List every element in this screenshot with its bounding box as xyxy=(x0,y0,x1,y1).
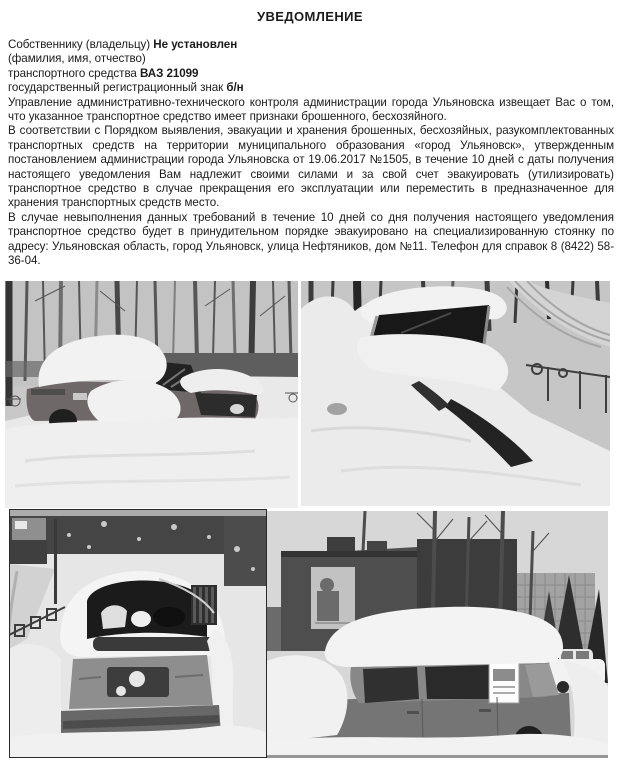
photo-4-illustration xyxy=(267,511,608,758)
plate-label: государственный регистрационный знак xyxy=(8,81,224,95)
recipient-block xyxy=(8,38,614,96)
vehicle-value: ВАЗ 21099 xyxy=(140,66,199,80)
photo-snowed-car-front-view xyxy=(301,281,610,506)
photo-3-illustration xyxy=(9,509,267,758)
notice-paragraph-2: В соответствии с Порядком выявления, эвакуации и хранения брошенных, бесхозяйных, разукомплектованных транспортных средств на территории муниципального образования «город Ульяновск», утвержденным постановлением администрации города Ульяновска от 19.06.2017 №1505, в течение 10 дней с даты получения настоящего уведомления Вам надлежит своими силами и за свой счет эвакуировать (утилизировать) транспортное средство в случае прекращения его эксплуатации или переместить в предназначенное для хранения транспортных средств место. xyxy=(8,124,614,210)
vehicle-label: транспортного средства xyxy=(8,66,137,80)
plate-value: б/н xyxy=(226,81,244,95)
document-body xyxy=(8,38,614,269)
photo-snowed-car-rear-view xyxy=(9,509,267,758)
notice-paragraph-1: Управление административно-технического контроля администрации города Ульяновска извещает Вас о том, что указанное транспортное средство имеет признаки брошенного, бесхозяйного. xyxy=(8,95,614,124)
vehicle-line xyxy=(8,67,614,81)
owner-line xyxy=(8,38,614,52)
plate-line xyxy=(8,81,614,95)
photo-2-illustration xyxy=(301,281,610,506)
fio-note: (фамилия, имя, отчество) xyxy=(8,52,146,66)
owner-label: Собственнику (владельцу) xyxy=(8,38,151,51)
notice-paragraph-3: В случае невыполнения данных требований в течение 10 дней со дня получения настоящего уведомления транспортное средство будет в принудительном порядке эвакуировано на специализированную стоянку по адресу: Ульяновская область, город Ульяновск, улица Нефтяников, дом №11. Телефон для справок 8 (8422) 58-36-04. xyxy=(8,210,614,268)
photo-snowed-car-side-view xyxy=(5,281,298,508)
notice-on-window xyxy=(489,661,519,703)
photo-grid xyxy=(0,281,620,758)
document-title: УВЕДОМЛЕНИЕ xyxy=(257,9,363,24)
photo-snowed-car-building-view xyxy=(267,511,608,758)
owner-value: Не установлен xyxy=(153,38,238,51)
photo-1-illustration xyxy=(5,281,298,508)
